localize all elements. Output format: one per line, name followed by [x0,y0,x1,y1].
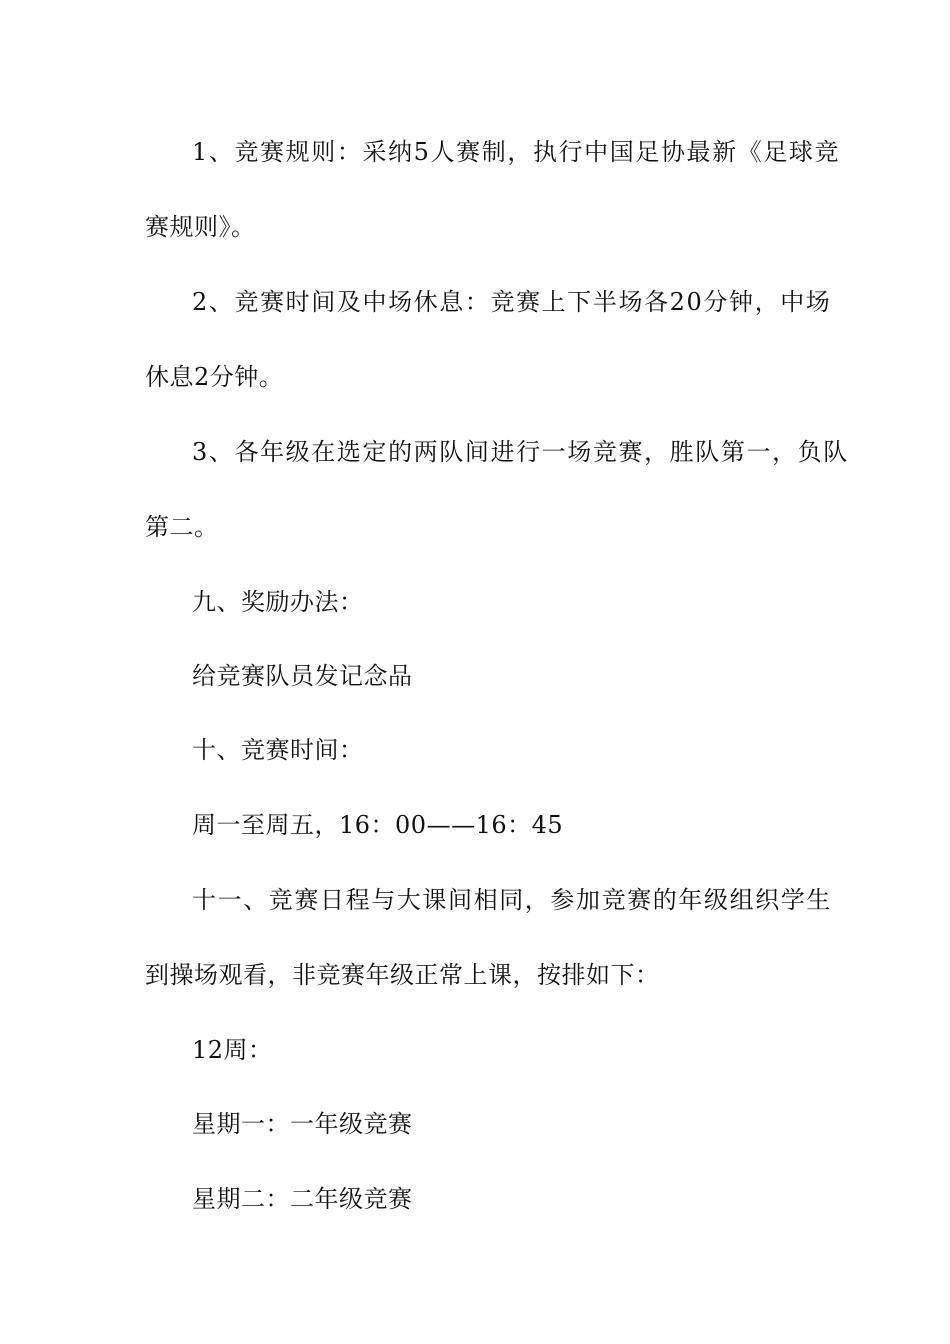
rule-item-1-line-2: 赛规则》。 [145,213,256,241]
tuesday-schedule: 星期二：二年级竞赛 [192,1185,413,1213]
schedule-line-2: 到操场观看，非竞赛年级正常上课，按排如下： [145,961,660,989]
rewards-text: 给竞赛队员发记念品 [192,662,413,690]
time-text: 周一至周五，16：00——16：45 [192,811,564,839]
week-label: 12周： [192,1036,273,1064]
rule-item-2-line-1: 2、竞赛时间及中场休息：竞赛上下半场各20分钟，中场 [192,288,832,316]
schedule-line-1: 十一、竞赛日程与大课间相同，参加竞赛的年级组织学生 [192,886,832,914]
rule-item-3-line-1: 3、各年级在选定的两队间进行一场竞赛，胜队第一，负队 [192,438,849,466]
rule-item-1-line-1: 1、竞赛规则：采纳5人赛制，执行中国足协最新《足球竞 [192,138,841,166]
rule-item-2-line-2: 休息2分钟。 [145,363,284,391]
rule-item-3-line-2: 第二。 [145,513,219,541]
section-heading-rewards: 九、奖励办法： [192,588,364,616]
section-heading-time: 十、竞赛时间： [192,736,364,764]
monday-schedule: 星期一：一年级竞赛 [192,1110,413,1138]
